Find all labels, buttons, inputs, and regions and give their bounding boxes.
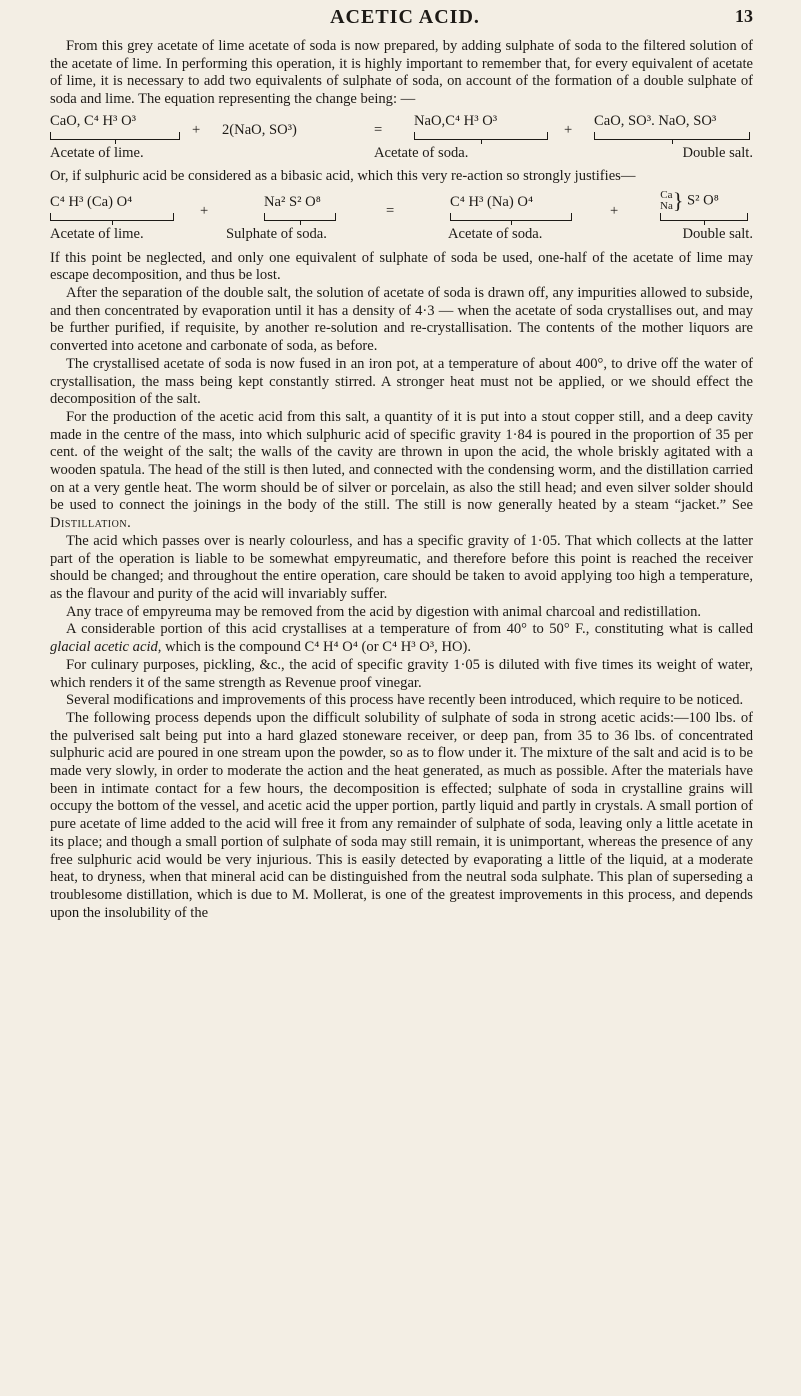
- eq2-term-double-salt: S² O⁸: [687, 192, 719, 209]
- brace: [414, 132, 548, 140]
- paragraph: After the separation of the double salt, the solution of acetate of soda is drawn off, any impurities allowed to subside, and then concentrated by evaporation until it has a density of 4·3 — when the acetate of soda crystallises out, and may be further purified, if requisite, by another re-solution and re-crystallisation. The contents of the mother liquors are converted into acetone and carbonate of soda, as before.: [50, 285, 753, 355]
- paragraph: From this grey acetate of lime acetate of soda is now prepared, by adding sulphate of soda to the filtered solution of the acetate of lime. In performing this operation, it is highly important to remember that, for every equivalent of acetate of lime, it is necessary to add two equivalents of sulphate of soda, on account of the formation of a double sulphate of soda and lime. The equation representing the change being: —: [50, 38, 753, 108]
- eq2-label-sulphate-soda: Sulphate of soda.: [226, 225, 327, 242]
- plus-sign: +: [200, 203, 209, 220]
- brace: [594, 132, 750, 140]
- paragraph-text: For the production of the acetic acid from this salt, a quantity of it is put into a stout copper still, and a deep cavity made in the centre of the mass, into which sulphuric acid of specific gravity 1·84 is poured in the proportion of 35 per cent. of the weight of the salt; the walls of the cavity are thrown in upon the acid, the whole briskly agitated with a wooden spatula. The head of the still is then luted, and connected with the condensing worm, and the distillation carried on at a very gentle heat. The worm should be of silver or porcelain, as also the still head; and even silver solder should be used to connect the joinings in the body of the still. The still is now generally heated by a steam “jacket.” See: [50, 408, 753, 514]
- equals-sign: =: [374, 121, 383, 138]
- page-number: 13: [735, 6, 753, 26]
- eq2-term-acetate-lime: C⁴ H³ (Ca) O⁴: [50, 194, 133, 211]
- body-text: [50, 38, 753, 922]
- brace: [50, 213, 174, 221]
- paragraph: Several modifications and improvements of this process have recently been introduced, which require to be noticed.: [66, 692, 744, 709]
- eq1-term-acetate-lime: CaO, C⁴ H³ O³: [50, 112, 136, 129]
- eq2-term-acetate-soda: C⁴ H³ (Na) O⁴: [450, 194, 534, 211]
- paragraph-text: which is the compound C⁴ H⁴ O⁴ (or C⁴ H³ O³, HO).: [165, 639, 472, 656]
- brace: [660, 213, 748, 221]
- plus-sign: +: [192, 121, 201, 138]
- eq2-term-sulphate-soda: Na² S² O⁸: [264, 194, 321, 211]
- eq2-label-acetate-soda: Acetate of soda.: [448, 225, 543, 242]
- paragraph: The crystallised acetate of soda is now fused in an iron pot, at a temperature of about 400°, to drive off the water of crystallisation, the mass being kept constantly stirred. A stronger heat must not be applied, or we should effect the decomposition of the salt.: [50, 355, 753, 408]
- eq1-term-double-salt: CaO, SO³. NaO, SO³: [594, 112, 717, 129]
- eq2-label-double-salt: Double salt.: [682, 225, 753, 242]
- paragraph: [50, 409, 753, 533]
- equals-sign: =: [386, 203, 395, 220]
- term-glacial-acetic-acid: glacial acetic acid,: [50, 639, 162, 656]
- paragraph: The following process depends upon the difficult solubility of sulphate of soda in strong acetic acids:—100 lbs. of the pulverised salt being put into a hard glazed stoneware receiver, or deep pan, from 35 to 36 lbs. of concentrated sulphuric acid are poured in one stream upon the powder, so as to flow under it. The mixture of the salt and acid is to be made very slowly, in order to moderate the action and the heat generated, as much as possible. After the materials have been in intimate contact for a few hours, the decomposition is effected; sulphate of soda in crystalline grains will occupy the bottom of the vessel, and acetic acid the upper portion, partly liquid and partly in crystals. A small portion of pure acetate of lime added to the acid will free it from any remainder of sulphate of soda, leaving only a little acetate in its place; and though a small portion of sulphate of soda may still remain, it is unimportant, whereas the presence of any free sulphuric acid would be very injurious. This is easily detected by evaporating a little of the liquid, at a moderate heat, to dryness, when that mineral acid can be distinguished from the neutral soda sulphate. This plan of superseding a troublesome distillation, which is due to M. Mollerat, is one of the greatest improvements in this process, and depends upon the insolubility of the: [50, 709, 753, 921]
- running-head: ACETIC ACID.: [330, 6, 480, 28]
- eq2-ca: Ca: [660, 188, 673, 201]
- paragraph: Any trace of empyreuma may be removed from the acid by digestion with animal charcoal and redistillation.: [66, 603, 702, 620]
- brace: [50, 132, 180, 140]
- eq2-na: Na: [660, 199, 673, 212]
- plus-sign: +: [564, 121, 573, 138]
- eq2-label-acetate-lime: Acetate of lime.: [50, 225, 144, 242]
- eq1-label-acetate-soda: Acetate of soda.: [374, 144, 469, 161]
- cross-reference-distillation: Distillation.: [50, 515, 132, 532]
- paragraph: For culinary purposes, pickling, &c., the acid of specific gravity 1·05 is diluted with five times its weight of water, which renders it of the same strength as Revenue proof vinegar.: [50, 656, 753, 691]
- eq2-ca-na-stack: [660, 190, 673, 212]
- plus-sign: +: [610, 203, 619, 220]
- brace: [450, 213, 572, 221]
- equation-2: [50, 190, 753, 244]
- eq1-term-acetate-soda: NaO,C⁴ H³ O³: [414, 112, 498, 129]
- paragraph: The acid which passes over is nearly colourless, and has a specific gravity of 1·05. That which collects at the latter part of the operation is liable to be somewhat empyreumatic, and therefore before this point is reached the receiver should be changed; and throughout the entire operation, care should be taken to avoid applying too high a temperature, as the flavour and purity of the acid will invariably suffer.: [50, 532, 753, 602]
- paragraph: Or, if sulphuric acid be considered as a bibasic acid, which this very re-action so strongly justifies—: [50, 168, 636, 185]
- eq1-label-double-salt: Double salt.: [682, 144, 753, 161]
- paragraph: [50, 621, 753, 656]
- eq1-label-acetate-lime: Acetate of lime.: [50, 144, 144, 161]
- brace: [264, 213, 336, 221]
- eq1-term-sulphate-soda: 2(NaO, SO³): [222, 121, 297, 138]
- paragraph: If this point be neglected, and only one equivalent of sulphate of soda be used, one-half of the acetate of lime may escape decomposition, and thus be lost.: [50, 249, 753, 284]
- curly-brace: }: [672, 188, 684, 214]
- equation-1: [50, 113, 753, 162]
- paragraph-text: A considerable portion of this acid crystallises at a temperature of from 40° to 50° F., constituting what is called: [66, 621, 753, 638]
